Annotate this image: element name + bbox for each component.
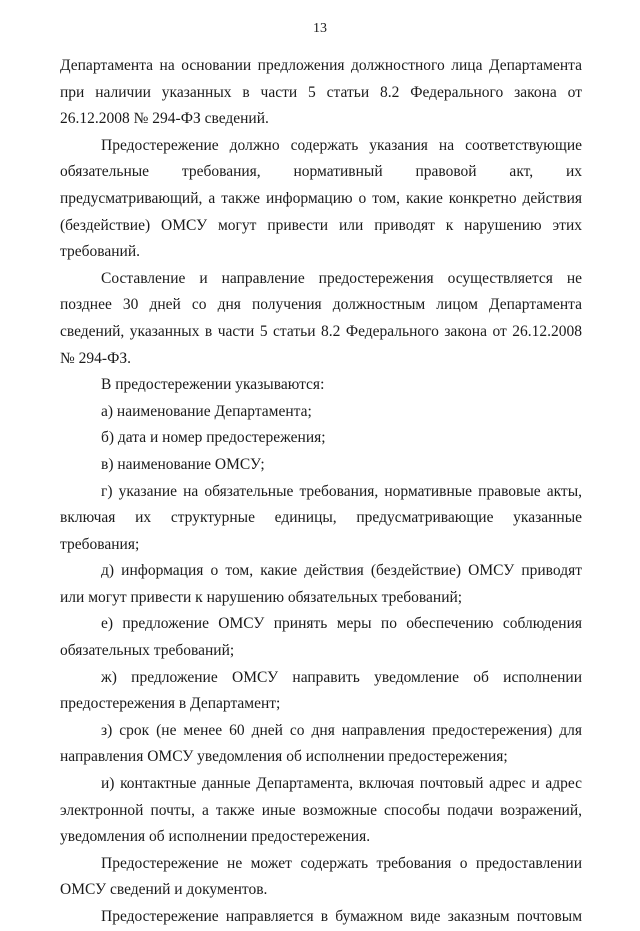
paragraph-restriction: Предостережение не может содержать требования о предоставлении ОМСУ сведений и документов. — [60, 854, 582, 899]
list-item-zh: ж) предложение ОМСУ направить уведомление об исполнении предостережения в Департамент; — [60, 668, 582, 713]
list-item-g: г) указание на обязательные требования, нормативные правовые акты, включая их структурные единицы, предусматривающие указанные требования; — [60, 482, 582, 553]
paragraph-continuation: Департамента на основании предложения должностного лица Департамента при наличии указанных в части 5 статьи 8.2 Федерального закона от 26.12.2008 № 294-ФЗ сведений. — [60, 57, 582, 128]
list-item-d: д) информация о том, какие действия (бездействие) ОМСУ приводят или могут привести к нарушению обязательных требований; — [60, 562, 582, 606]
paragraph-list-intro: В предостережении указываются: — [101, 376, 325, 394]
list-item-a: а) наименование Департамента; — [101, 402, 312, 420]
paragraph-warning-contents: Предостережение должно содержать указания на соответствующие обязательные требования, нормативный правовой акт, их предусматривающий, а также информацию о том, какие конкретно действия (бездействие) ОМСУ могут привести или приводят к нарушению этих требований. — [60, 136, 582, 261]
paragraph-warning-deadline: Составление и направление предостережения осуществляется не позднее 30 дней со дня получения должностным лицом Департамента сведений, указанных в части 5 статьи 8.2 Федерального закона от 26.12.2008 № 294-ФЗ. — [60, 269, 582, 367]
page-number: 13 — [313, 21, 327, 36]
list-item-v: в) наименование ОМСУ; — [101, 455, 265, 473]
list-item-e: е) предложение ОМСУ принять меры по обеспечению соблюдения обязательных требований; — [60, 615, 582, 660]
list-item-i: и) контактные данные Департамента, включая почтовый адрес и адрес электронной почты, а также иные возможные способы подачи возражений, уведомления об исполнении предостережения. — [60, 775, 582, 846]
document-body — [60, 53, 582, 931]
list-item-z: з) срок (не менее 60 дней со дня направления предостережения) для направления ОМСУ уведомления об исполнении предостережения; — [60, 721, 582, 766]
list-item-b: б) дата и номер предостережения; — [101, 429, 326, 447]
paragraph-delivery: Предостережение направляется в бумажном виде заказным почтовым — [101, 908, 582, 925]
